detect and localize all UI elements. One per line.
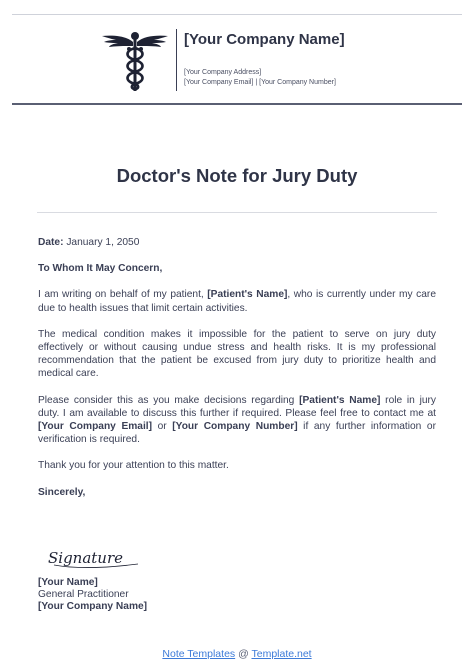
patient-name-placeholder: [Patient's Name] [299, 394, 381, 406]
thanks-line: Thank you for your attention to this matter. [38, 460, 229, 472]
paragraph-3-text-c: or [152, 421, 173, 433]
salutation: To Whom It May Concern, [38, 263, 163, 275]
paragraph-3 [38, 394, 436, 447]
contact-separator: | [255, 79, 258, 86]
template-net-link[interactable]: Template.net [251, 648, 312, 660]
company-email-placeholder: [Your Company Email] [38, 421, 153, 433]
company-name: [Your Company Name] [184, 31, 345, 48]
signature-text: Signature [48, 549, 124, 567]
note-templates-link[interactable]: Note Templates [162, 648, 236, 660]
paragraph-3-text-a: Please consider this as you make decisions regarding [38, 394, 300, 406]
footer-at: @ [238, 648, 249, 660]
caduceus-icon [100, 24, 170, 94]
company-address: [Your Company Address] [184, 69, 262, 76]
signer-company: [Your Company Name] [38, 600, 148, 612]
paragraph-3-text-d: if any further information or verification is required. [38, 421, 436, 446]
signature-graphic [46, 544, 156, 572]
header-bottom-rule [12, 103, 462, 105]
paragraph-3-text-b: role in jury duty. I am available to discuss this further if required. Please feel free to contact me at [38, 394, 437, 419]
paragraph-1 [38, 288, 436, 314]
paragraph-1-text-a: I am writing on behalf of my patient, [38, 289, 208, 301]
paragraph-2: The medical condition makes it impossible for the patient to serve on jury duty effectively or without causing undue stress and health risks. It is my professional recommendation that the patient be excused from jury duty to prioritize health and medical care. [38, 328, 436, 380]
signer-role: General Practitioner [38, 588, 129, 600]
company-number-placeholder: [Your Company Number] [172, 421, 298, 433]
letter-body [38, 236, 436, 499]
header-divider [176, 29, 177, 91]
closing: Sincerely, [38, 486, 86, 498]
title-separator [37, 212, 437, 213]
paragraph-1-text-b: , who is currently under my care due to health issues that limit certain activities. [38, 289, 436, 314]
footer [0, 648, 474, 660]
date-label: Date: [38, 237, 64, 248]
document-title: Doctor's Note for Jury Duty [116, 165, 358, 186]
date-value: January 1, 2050 [66, 237, 140, 248]
company-email-phone-line [184, 78, 336, 88]
patient-name-placeholder: [Patient's Name] [207, 289, 288, 301]
date-line [38, 236, 436, 249]
company-phone: [Your Company Number] [259, 79, 336, 86]
signoff-block [38, 577, 147, 612]
company-contact [184, 68, 336, 88]
company-email: [Your Company Email] [184, 79, 254, 86]
signer-name: [Your Name] [38, 577, 98, 588]
header-top-rule [12, 14, 462, 15]
